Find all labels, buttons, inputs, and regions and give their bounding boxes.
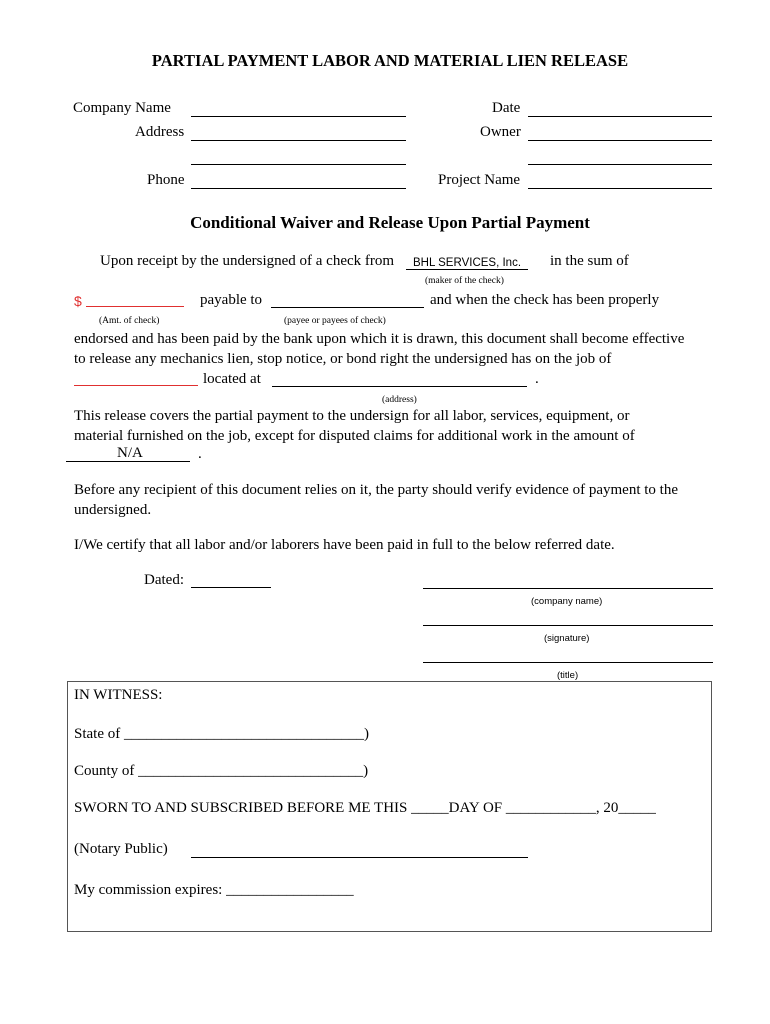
state-of-field[interactable]: State of ________________________________) — [74, 726, 369, 742]
owner-label: Owner — [480, 124, 521, 140]
maker-caption: (maker of the check) — [425, 276, 504, 286]
release-paragraph: This release covers the partial payment to the undersign for all labor, services, equipment, or material furnished on the job, except for disputed claims for additional work in the amount of — [74, 408, 635, 444]
project-name-field[interactable] — [528, 188, 712, 189]
section-subtitle: Conditional Waiver and Release Upon Partial Payment — [190, 213, 590, 232]
located-at-text: located at — [203, 371, 261, 387]
job-address-field[interactable] — [272, 386, 527, 387]
sworn-statement[interactable]: SWORN TO AND SUBSCRIBED BEFORE ME THIS _____DAY OF ____________, 20_____ — [74, 800, 656, 816]
certify-text: I/We certify that all labor and/or laborers have been paid in full to the below referred date. — [74, 537, 615, 553]
county-of-field[interactable]: County of ______________________________) — [74, 763, 369, 779]
payable-to-text: payable to — [200, 292, 263, 308]
maker-field-value[interactable]: BHL SERVICES, Inc. — [413, 257, 522, 269]
phone-label: Phone — [147, 172, 185, 188]
period-text-2: . — [198, 446, 202, 462]
witness-heading: IN WITNESS: — [74, 687, 163, 703]
signature-caption: (signature) — [544, 633, 590, 644]
owner-field[interactable] — [528, 140, 712, 141]
phone-field[interactable] — [191, 188, 406, 189]
company-name-label: Company Name — [73, 100, 171, 116]
job-name-field[interactable] — [74, 385, 198, 386]
receipt-text: Upon receipt by the undersigned of a check from — [100, 253, 395, 269]
signature-field[interactable] — [423, 625, 713, 626]
disputed-amount-value[interactable]: N/A — [117, 445, 143, 461]
commission-expires-field[interactable]: My commission expires: _________________ — [74, 882, 354, 898]
notary-public-field[interactable] — [191, 857, 528, 858]
document-title: PARTIAL PAYMENT LABOR AND MATERIAL LIEN RELEASE — [151, 51, 629, 70]
owner-field-line2[interactable] — [528, 164, 712, 165]
address-field[interactable] — [191, 140, 406, 141]
address-caption: (address) — [382, 395, 417, 405]
company-name-caption: (company name) — [531, 596, 603, 607]
endorsed-paragraph: endorsed and has been paid by the bank upon which it is drawn, this document shall become effective to release any mechanics lien, stop notice, or bond right the undersigned has on the job of — [74, 331, 685, 367]
project-name-label: Project Name — [438, 172, 521, 188]
company-name-field[interactable] — [191, 116, 406, 117]
dated-label: Dated: — [144, 572, 184, 588]
dollar-sign: $ — [74, 293, 82, 309]
sum-of-text: in the sum of — [550, 253, 629, 269]
properly-text: and when the check has been properly — [430, 292, 660, 308]
maker-field-line — [406, 269, 528, 270]
payee-caption: (payee or payees of check) — [284, 316, 386, 326]
notary-public-label: (Notary Public) — [74, 841, 168, 857]
period-text: . — [535, 371, 539, 387]
dated-field[interactable] — [191, 587, 271, 588]
verify-paragraph: Before any recipient of this document relies on it, the party should verify evidence of payment to the undersigned. — [74, 482, 678, 518]
title-caption: (title) — [557, 670, 579, 681]
company-name-signature-field[interactable] — [423, 588, 713, 589]
check-amount-field[interactable] — [86, 306, 184, 307]
title-field[interactable] — [423, 662, 713, 663]
address-label: Address — [135, 124, 185, 140]
amount-caption: (Amt. of check) — [99, 316, 160, 326]
payee-field[interactable] — [271, 307, 424, 308]
date-field[interactable] — [528, 116, 712, 117]
date-label: Date — [492, 100, 521, 116]
address-field-line2[interactable] — [191, 164, 406, 165]
